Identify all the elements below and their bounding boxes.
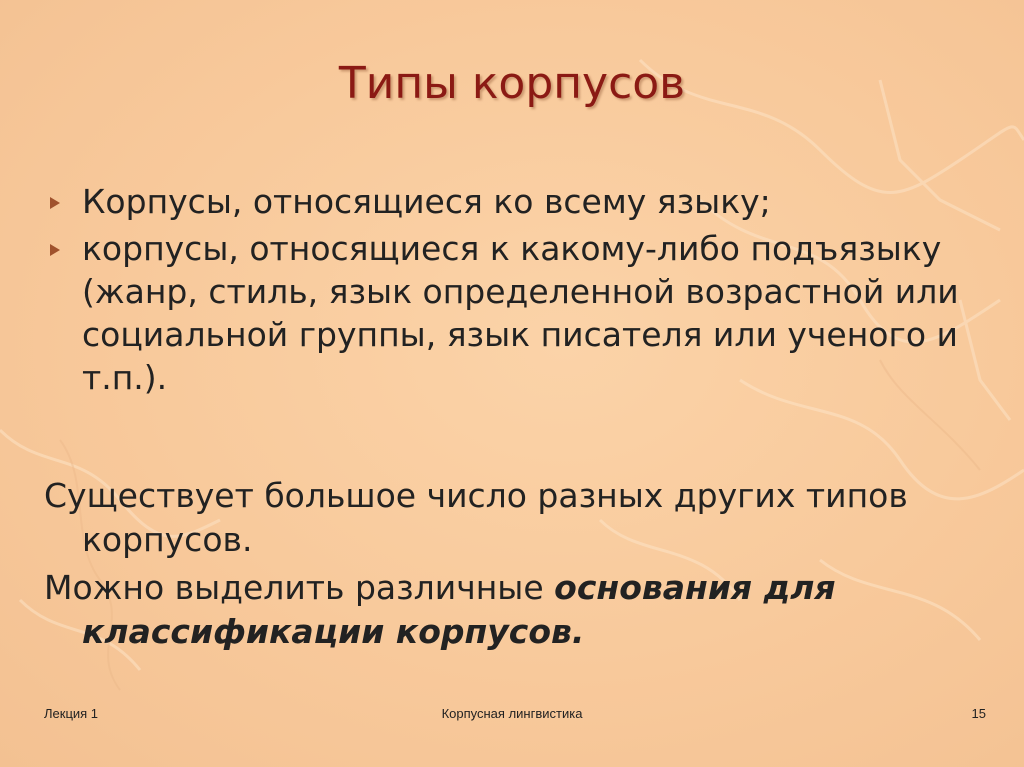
- footer-lecture: Лекция 1: [44, 706, 99, 721]
- bullet-item-sublanguage: [44, 227, 994, 399]
- footer-page-number: 15: [971, 706, 986, 721]
- paragraph-plain-text: Можно выделить различные: [44, 568, 555, 607]
- arrow-bullet-icon: [50, 244, 60, 256]
- paragraph-other-types: Существует большое число разных других типов корпусов.: [44, 476, 908, 559]
- bullet-text: Корпусы, относящиеся ко всему языку;: [82, 182, 771, 221]
- bullet-list: [44, 180, 994, 403]
- footer-course-title: Корпусная лингвистика: [441, 706, 583, 721]
- paragraph-emphasis-text: основания для классификации корпусов.: [82, 568, 836, 651]
- arrow-bullet-icon: [50, 197, 60, 209]
- bullet-item-whole-language: [44, 180, 994, 223]
- slide-title: Типы корпусов: [338, 58, 686, 109]
- paragraph-classification-bases: [44, 566, 1024, 654]
- bullet-text: корпусы, относящиеся к какому-либо подъязыку (жанр, стиль, язык определенной возрастной или социальной группы, язык писателя или ученого и т.п.).: [82, 229, 959, 397]
